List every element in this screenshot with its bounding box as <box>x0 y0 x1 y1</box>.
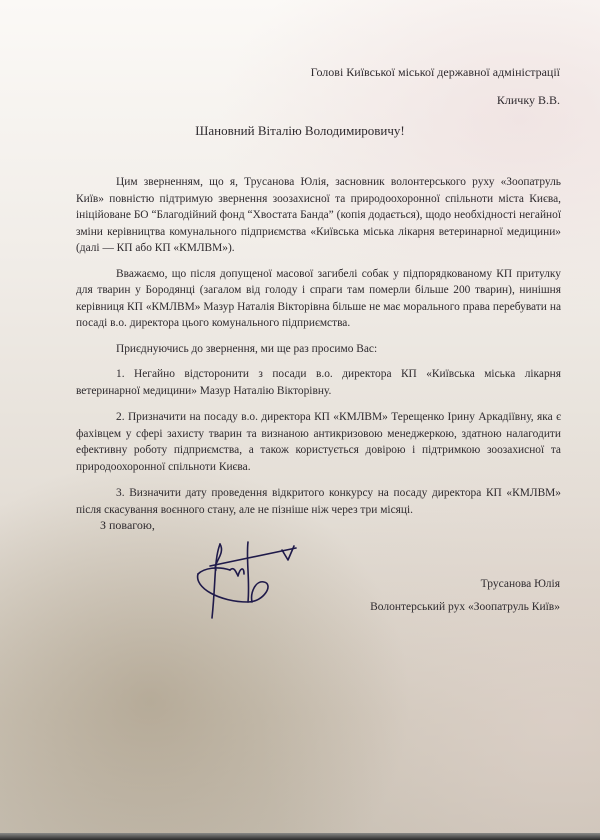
paragraph-intro: Цим зверненням, що я, Трусанова Юлія, засновник волонтерського руху «Зоопатруль Київ» повністю підтримую звернення зоозахисної та природоохоронної спільноти міста Києва, ініційоване БО “Благодійний фонд “Хвостата Банда” (копія додається), щодо необхідності негайної зміни керівництва комунального підприємства «Київська міська лікарня ветеринарної медицини» (далі — КП або КП «КМЛВМ»). <box>76 176 561 254</box>
request-item-1: 1. Негайно відсторонити з посади в.о. директора КП «Київська міська лікарня ветеринарної медицини» Мазур Наталію Вікторівну. <box>76 368 561 397</box>
paragraph-reason: Вважаємо, що після допущеної масової загибелі собак у підпорядкованому КП притулку для тварин у Бородянці (загалом від голоду і спраги там померли більше 200 тварин), нинішня керівниця КП «КМЛВМ» Мазур Наталія Вікторівна більше не має морального права перебувати на посаді в.о. директора цього комунального підприємства. <box>76 267 561 329</box>
handwritten-signature <box>190 540 300 620</box>
salutation: Шановний Віталію Володимировичу! <box>195 123 405 138</box>
paragraph-request-lead: Приєднуючись до звернення, ми ще раз просимо Вас: <box>116 342 378 355</box>
closing-phrase: З повагою, <box>100 518 155 532</box>
signer-block <box>370 573 560 619</box>
photo-bottom-edge <box>0 833 600 840</box>
request-item-2: 2. Призначити на посаду в.о. директора КП «КМЛВМ» Терещенко Ірину Аркадіївну, яка є фахівцем у сфері захисту тварин та визнаною антикризовою менеджеркою, здатною налагодити ефективну роботу підприємства, а також користується довірою і підтримкою зоозахисної та природоохоронної спільноти Києва. <box>76 411 561 473</box>
addressee-title: Голові Київської міської державної адміністрації <box>310 65 560 79</box>
addressee-name: Кличку В.В. <box>496 93 560 107</box>
signer-name: Трусанова Юлія <box>480 578 560 590</box>
signer-organization: Волонтерський рух «Зоопатруль Київ» <box>370 601 560 613</box>
request-item-3: 3. Визначити дату проведення відкритого конкурсу на посаду директора КП «КМЛВМ» після скасування воєнного стану, але не пізніше ніж через три місяці. <box>76 487 561 516</box>
letter-body <box>76 174 561 528</box>
addressee-block <box>311 58 560 114</box>
